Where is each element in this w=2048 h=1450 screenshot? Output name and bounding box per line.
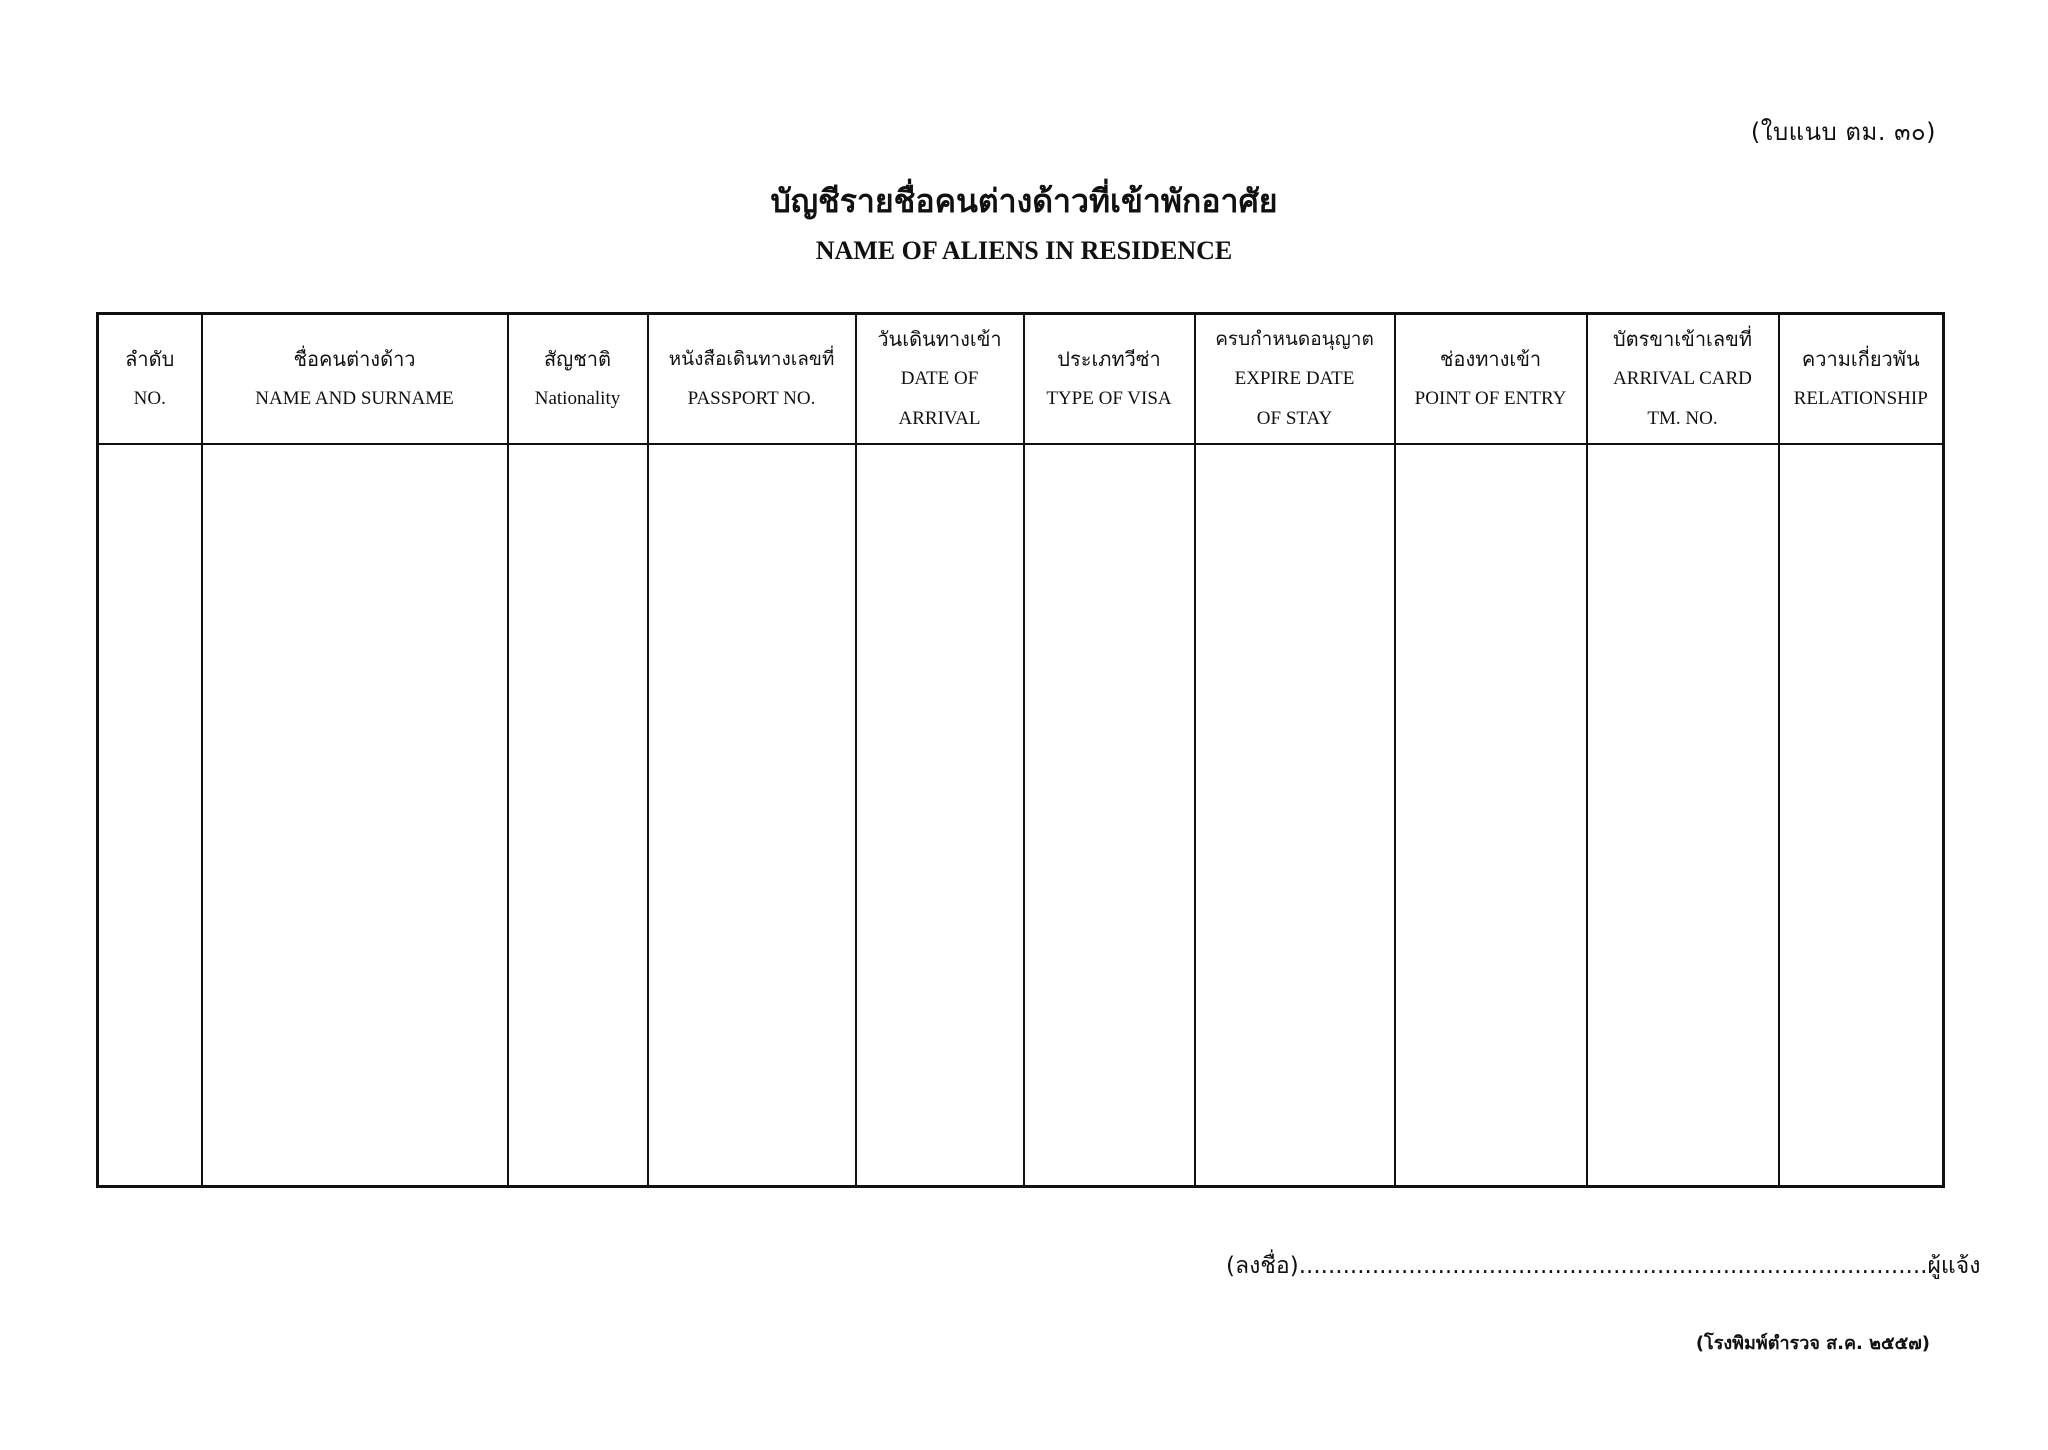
col-header-english: ARRIVAL CARD — [1613, 368, 1752, 389]
entry-cell-visa-type[interactable] — [1024, 444, 1195, 1187]
col-header-english: NAME AND SURNAME — [255, 388, 454, 409]
col-header-english: POINT OF ENTRY — [1414, 388, 1567, 409]
col-header-visa-type — [1024, 314, 1195, 445]
col-header-thai: ชื่อคนต่างด้าว — [293, 347, 416, 371]
entry-cell-arrival-card[interactable] — [1587, 444, 1779, 1187]
col-header-english: OF STAY — [1256, 408, 1333, 429]
table-header-row — [98, 314, 1944, 445]
entry-cell-nationality[interactable] — [508, 444, 648, 1187]
col-header-point-of-entry — [1395, 314, 1587, 445]
entry-cell-name[interactable] — [202, 444, 508, 1187]
table-body-row — [98, 444, 1944, 1187]
col-header-passport — [648, 314, 856, 445]
col-header-english: EXPIRE DATE — [1234, 368, 1355, 389]
col-header-english: RELATIONSHIP — [1793, 388, 1928, 409]
col-header-thai: ความเกี่ยวพัน — [1801, 347, 1920, 371]
signature-line — [1226, 1248, 1980, 1284]
entry-cell-passport[interactable] — [648, 444, 856, 1187]
col-header-english: TM. NO. — [1647, 408, 1718, 429]
printer-note: (โรงพิมพ์ตำรวจ ส.ค. ๒๕๕๗) — [1695, 1333, 1930, 1354]
col-header-thai: ลำดับ — [125, 347, 175, 371]
signature-label: (ลงชื่อ) — [1226, 1253, 1299, 1279]
col-header-thai: ครบกำหนดอนุญาต — [1215, 328, 1374, 350]
col-header-thai: ช่องทางเข้า — [1439, 347, 1542, 371]
aliens-residence-table — [96, 312, 1945, 1188]
col-header-thai: ประเภทวีซ่า — [1057, 347, 1161, 371]
form-title-english: NAME OF ALIENS IN RESIDENCE — [815, 236, 1233, 265]
attachment-reference: (ใบแนบ ตม. ๓๐) — [1750, 118, 1936, 146]
col-header-english: TYPE OF VISA — [1046, 388, 1172, 409]
col-header-thai: หนังสือเดินทางเลขที่ — [668, 348, 835, 370]
col-header-thai: บัตรขาเข้าเลขที่ — [1612, 327, 1752, 351]
entry-cell-arrival-date[interactable] — [856, 444, 1024, 1187]
col-header-english: NO. — [133, 388, 166, 409]
col-header-english: PASSPORT NO. — [687, 388, 816, 409]
col-header-english: DATE OF — [900, 368, 979, 389]
col-header-thai: วันเดินทางเข้า — [877, 327, 1002, 351]
col-header-english: Nationality — [534, 388, 621, 409]
col-header-no — [98, 314, 202, 445]
entry-cell-expire-date[interactable] — [1195, 444, 1395, 1187]
entry-cell-point-of-entry[interactable] — [1395, 444, 1587, 1187]
col-header-english: ARRIVAL — [898, 408, 981, 429]
entry-cell-relationship[interactable] — [1779, 444, 1944, 1187]
col-header-nationality — [508, 314, 648, 445]
col-header-arrival-date — [856, 314, 1024, 445]
col-header-arrival-card — [1587, 314, 1779, 445]
signature-field[interactable]: ...................................................................................... — [1298, 1253, 1928, 1279]
signature-role: ผู้แจ้ง — [1927, 1253, 1981, 1279]
col-header-expire-date — [1195, 314, 1395, 445]
form-title-thai: บัญชีรายชื่อคนต่างด้าวที่เข้าพักอาศัย — [770, 182, 1278, 220]
entry-cell-no[interactable] — [98, 444, 202, 1187]
col-header-name — [202, 314, 508, 445]
col-header-thai: สัญชาติ — [543, 347, 612, 371]
col-header-relationship — [1779, 314, 1944, 445]
